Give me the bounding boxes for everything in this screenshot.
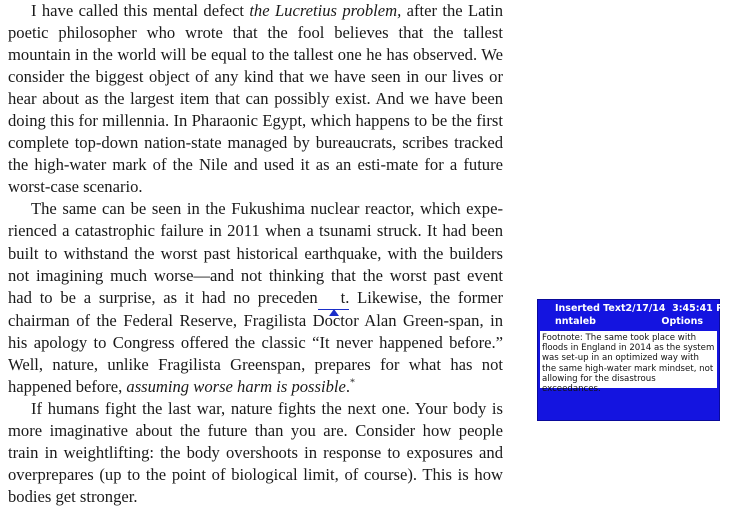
comment-popup[interactable]	[537, 299, 733, 421]
comment-time: 3:45:41 PM	[672, 303, 733, 314]
comment-date: 2/17/14	[625, 303, 666, 314]
comment-type-label: Inserted Text	[555, 303, 626, 314]
text-run: I have called this mental defect	[31, 1, 250, 20]
inserted-text: t.	[340, 287, 350, 307]
text-run: If humans fight the last war, nature fights the next one. Your body is more imaginative about the future than you are. Consider how people train in weightlifting: the body overshoots in response to exposures and overprepares (up to the point of biological limit, of course). This is how bodies get stronger.	[8, 398, 503, 507]
comment-text[interactable]: Footnote: The same took place with floods in England in 2014 as the system was set-up in an optimized way with the same high-water mark mindset, not allowing for the disastrous exceedances.	[540, 331, 717, 388]
text-run: The same can be seen in the Fukushima nuclear reactor, which expe-rienced a catastrophic failure in 2011 when a tsunami struck. It had been built to withstand the worst past historical earthquake, with the builders not imagining much worse—and not thinking that the worst past event had to be a surprise, as it had no preceden	[8, 199, 503, 307]
text-run: Likewise, the former chairman of the Federal Reserve, Fragilista Doctor Alan Green-span, in his apology to Congress offered the classic “It never happened before.” Well, nature, unlike Fragilista Greenspan, prepares for what has not happened before,	[8, 287, 503, 396]
paragraph-1	[8, 0, 503, 198]
comment-timestamp	[626, 302, 733, 315]
text-run: after the Latin poetic philosopher who wrote that the fool believes that the tallest mountain in the world will be equal to the tallest one he has observed. We consider the biggest object of any kind that we have seen in our lives or hear about as the largest item that can possibly exist. And we have been doing this for millennia. In Pharaonic Egypt, which happens to be the first complete top-down nation-state managed by bureaucrats, scribes tracked the high-water mark of the Nile and used it as an esti-mate for a future worst-case scenario.	[8, 1, 504, 197]
insert-caret-icon	[329, 309, 339, 316]
comment-header[interactable]	[538, 300, 733, 330]
text-run-italic: assuming worse harm is possible	[126, 376, 346, 396]
document-body	[8, 0, 503, 508]
paragraph-2	[8, 198, 503, 397]
inserted-text-marker[interactable]	[318, 287, 350, 310]
text-run: .	[345, 376, 350, 396]
options-button[interactable]: Options	[661, 316, 703, 327]
text-run-italic: the Lucretius problem,	[249, 1, 402, 20]
paragraph-3	[8, 398, 503, 508]
comment-author: nntaleb	[555, 316, 596, 327]
footnote-marker[interactable]: *	[350, 377, 355, 389]
